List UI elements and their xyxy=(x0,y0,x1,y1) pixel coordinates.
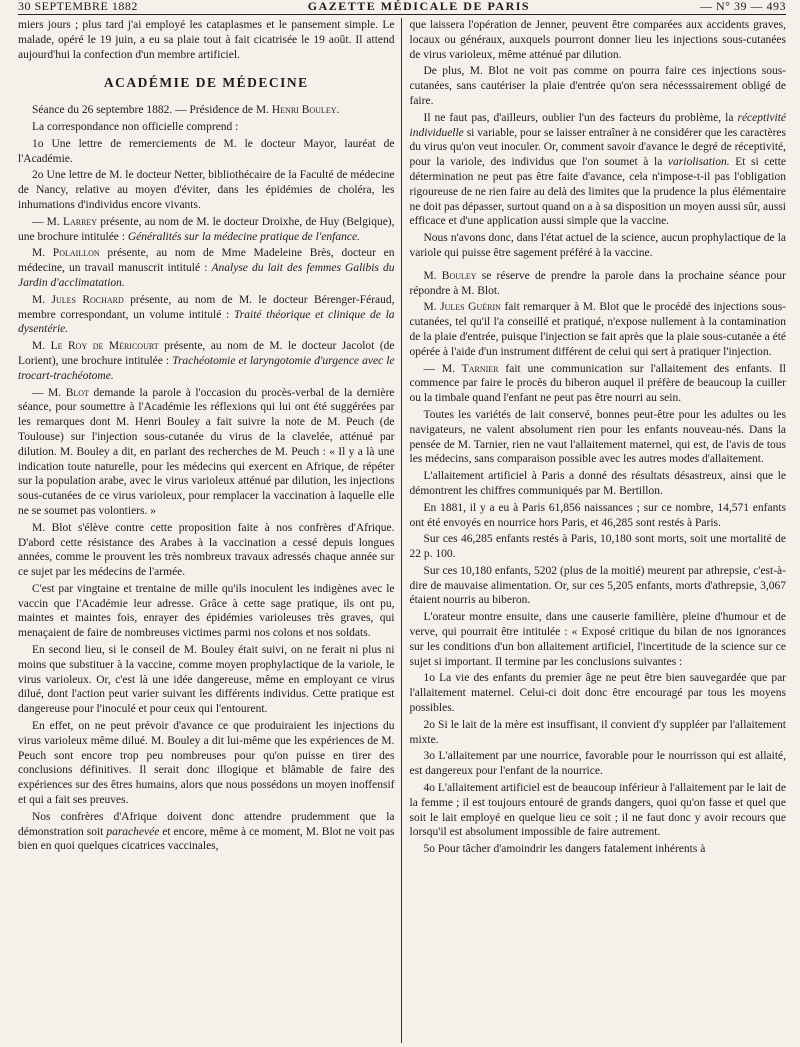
session-line xyxy=(18,103,395,118)
paragraph-blot-6 xyxy=(18,810,395,854)
speaker-polaillon: M. Polaillon xyxy=(32,247,100,260)
paragraph-blot-1 xyxy=(18,386,395,519)
paragraph-guerin xyxy=(410,300,787,359)
conclusion-5: 5o Pour tâcher d'amoindrir les dangers fatalement inhérents à xyxy=(423,843,706,856)
paragraph-r4: Nous n'avons donc, dans l'état actuel de la science, aucun prophylactique de la variole qui puisse être sagement préféré à la vaccine. xyxy=(409,232,786,259)
two-column-body xyxy=(18,18,786,1043)
paragraph-blot-3: C'est par vingtaine et trentaine de mille qu'ils inoculent les indigènes avec le vaccin que l'Académie leur adresse. Grâce à cette sage pratique, ils ont pu, maintes et maintes fois, enrayer des épidémies varioleuses très graves, qui menaçaient de faire de nombreuses victimes parmi nos colons et nos soldats. xyxy=(18,582,395,640)
term-receptivite: réceptivité individuelle xyxy=(409,111,786,139)
brochure-title-larrey: Généralités sur la médecine pratique de l'enfance. xyxy=(127,230,360,243)
paragraph-blot-2: M. Blot s'élève contre cette proposition faite à nos confrères d'Afrique. D'abord cette résistance des Arabes à la vaccination a cessé depuis longues années, comme le prouvent les très nombreux travaux adressés chaque année sur ce sujet par les médecins de l'armée. xyxy=(18,521,395,579)
conclusion-2: 2o Si le lait de la mère est insuffisant, il convient d'y suppléer par l'allaitement mixte. xyxy=(409,718,786,746)
paragraph-r11: Sur ces 46,285 enfants restés à Paris, 10,180 sont morts, soit une mortalité de 22 p. 100. xyxy=(409,533,786,561)
speaker-bouley: M. Bouley xyxy=(423,269,477,282)
correspondence-intro: La correspondance non officielle comprend : xyxy=(32,120,239,133)
paragraph-le-roy xyxy=(18,339,395,383)
brochure-title-le-roy: Trachéotomie et laryngotomie d'urgence avec le trocart-trachéotome. xyxy=(18,354,395,382)
paragraph-tarnier-text: fait une communication sur l'allaitement des enfants. Il commence par faire le procès du biberon auquel il préfère de beaucoup la cuiller ou la timbale quand l'enfant ne peut pas être nourri au sein. xyxy=(409,362,786,405)
correspondence-item-1: 1o Une lettre de remerciements de M. le docteur Mayor, lauréat de l'Académie. xyxy=(18,137,395,165)
conclusion-1: 1o La vie des enfants du premier âge ne peut être bien sauvegardée que par l'allaitement maternel. Celui-ci doit donc être encouragé par tous les moyens possibles. xyxy=(409,672,786,715)
paragraph-larrey xyxy=(18,215,395,245)
page-header xyxy=(18,0,786,15)
paragraph-blot-6-start: Nos confrères d'Afrique doivent donc attendre prudemment que la démonstration soit xyxy=(18,810,395,838)
paragraph-rochard-text: présente, au nom de M. le docteur Bérenger-Féraud, membre correspondant, un volume intitulé : xyxy=(18,293,395,321)
presidency-prefix: — Présidence de M. xyxy=(175,104,269,117)
speaker-le-roy: M. Le Roy de Méricourt xyxy=(32,340,159,353)
header-date: 30 SEPTEMBRE 1882 xyxy=(18,0,138,13)
left-column xyxy=(18,18,401,1043)
volume-title-rochard: Traité théorique et clinique de la dysentérie. xyxy=(18,308,395,336)
paragraph-r2: De plus, M. Blot ne voit pas comme on pourra faire ces injections sous-cutanées, sans cautériser la plaie d'entrée qu'on sera nécesssairement obligé de faire. xyxy=(409,65,786,107)
paragraph-guerin-text: fait remarquer à M. Blot que le procédé des injections sous-cutanées, tel qu'il l'a conseillé et pratiqué, n'expose nullement à la contamination de la plaie d'entrée, puisque l'injection se fait après que la plaie sous-cutanée a été opérée à l'aide d'un instrument différent de celui qui sert à pratiquer l'injection. xyxy=(409,301,786,358)
right-column xyxy=(402,18,787,1043)
paragraph-blot-6-end: et encore, même à ce moment, M. Blot ne voit pas bien en quoi quelques cicatrices vaccinales, xyxy=(18,825,395,853)
paragraph-blot-4: En second lieu, si le conseil de M. Bouley était suivi, on ne ferait ni plus ni moins que substituer à la vaccine, comme moyen prophylactique de la variole, le virus varioleux. Or, c'est là une idée dangereuse, même en employant ce virus dilué, dont l'action peut varier suivant les différents individus. Cette pratique est dangereuse pour l'inoculé et pour ceux qui l'entourent. xyxy=(18,644,395,716)
paragraph-r9: L'allaitement artificiel à Paris a donné des résultats désastreux, ainsi que le démontrent les chiffres communiqués par M. Bertillon. xyxy=(409,470,786,497)
paragraph-blot-6-emphasis: parachevée xyxy=(106,825,160,838)
speaker-larrey: — M. Larrey xyxy=(32,215,98,228)
paragraph-r13: L'orateur montre ensuite, dans une causerie familière, pleine d'humour et de verve, qui pourrait être intitulée : « Exposé critique du bilan de nos ignorances sur les conditions d'un bon allaitement artificiel, l'incertitude de la science sur ce sujet si important. Il termine par les conclusions suivantes : xyxy=(409,611,786,668)
paragraph-le-roy-text: présente, au nom de M. le docteur Jacolot (de Lorient), une brochure intitulée : xyxy=(18,340,395,367)
paragraph-r3-end: Et si cette détermination ne peut pas être faite d'avance, cela n'impose-t-il pas l'obligation rigoureuse de ne rien faire au delà des limites que la prudence la plus élémentaire ne doit pas dépasser, surtout quand on a à sa disposition un moyen aussi sûr, aussi efficace et d'une application aussi simple que la vaccine. xyxy=(409,156,786,228)
journal-title: GAZETTE MÉDICALE DE PARIS xyxy=(307,0,531,13)
work-title-polaillon: Analyse du lait des femmes Galibis du Jardin d'acclimatation. xyxy=(18,262,395,289)
paragraph-larrey-text: présente, au nom de M. le docteur Droixhe, de Huy (Belgique), une brochure intitulée : xyxy=(18,215,395,243)
term-variolisation: variolisation. xyxy=(667,156,730,169)
speaker-guerin: M. Jules Guérin xyxy=(423,301,501,314)
paragraph-r1: que laissera l'opération de Jenner, peuvent être comparées aux accidents graves, locaux ou généraux, auxquels pourront donner lieu les injections sous-cutanées de virus varioleux, même atténué par dilution. xyxy=(409,19,786,61)
speaker-blot: — M. Blot xyxy=(32,386,89,399)
section-title: ACADÉMIE DE MÉDECINE xyxy=(103,75,309,91)
speaker-tarnier: — M. Tarnier xyxy=(423,362,499,375)
conclusion-4: 4o L'allaitement artificiel est de beaucoup inférieur à l'allaitement par le lait de la femme ; il est toujours entouré de grands dangers, quoi qu'on fasse et quel que soit le lait employé en quelque lieu ce soit ; il ne faut donc y avoir recours que lorsqu'il est absolument impossible de faire autrement. xyxy=(409,782,786,839)
speaker-rochard: M. Jules Rochard xyxy=(32,293,124,306)
paragraph-r3 xyxy=(410,111,787,229)
paragraph-r12: Sur ces 10,180 enfants, 5202 (plus de la moitié) meurent par athrepsie, c'est-à-dire de mauvaise alimentation. Or, sur ces 5,205 enfants, morts d'athrepsie, 3,067 étaient nourris au biberon. xyxy=(409,564,786,607)
paragraph-polaillon xyxy=(18,246,395,290)
conclusion-3: 3o L'allaitement par une nourrice, favorable pour le nourrisson qui est allaité, est dangereux pour l'enfant de la nourrice. xyxy=(409,750,786,778)
paragraph-r8: Toutes les variétés de lait conservé, bonnes peut-être pour les adultes ou les navigateurs, ne valent absolument rien pour les enfants nouveau-nés. Dans la pensée de M. Tarnier, rien ne vaut l'allaitement maternel, qui est, de l'avis de tous les médecins, sans comparaison possible avec les autres modes d'allaitement. xyxy=(409,408,786,466)
paragraph-rochard xyxy=(18,293,395,337)
session-date: Séance du 26 septembre 1882. xyxy=(32,104,173,117)
paragraph-bouley-text: se réserve de prendre la parole dans la prochaine séance pour répondre à M. Blot. xyxy=(409,269,786,297)
paragraph-r10: En 1881, il y a eu à Paris 61,856 naissances ; sur ce nombre, 14,571 enfants ont été envoyés en nourrice hors Paris, et 46,285 sont restés à Paris. xyxy=(409,501,786,529)
correspondence-item-2: 2o Une lettre de M. le docteur Netter, bibliothécaire de la Faculté de médecine de Nancy, relative au moyen d'éviter, dans les épidémies de choléra, les inhumations d'individus encore vivants. xyxy=(18,169,395,211)
paragraph-blot-5: En effet, on ne peut prévoir d'avance ce que produiraient les injections du virus varioleux même dilué. M. Bouley a dit lui-même que les expériences de M. Peuch sont encore trop peu nombreuses pour qu'on puisse en tirer des conclusions définitives. Il serait donc illogique et blâmable de faire des expériences sur des êtres humains, alors que nous possédons un moyen inoffensif et qui a fait ses preuves. xyxy=(18,720,395,807)
paragraph-r3-middle: si variable, pour se laisser entraîner à ne considérer que les caractères du virus qu'on veut inoculer. Or, comment savoir d'avance le degré de réceptivité, pour la variole, des individus que l'on soumet à la xyxy=(409,126,786,169)
president-name: Henri Bouley. xyxy=(271,104,340,117)
paragraph-r3-start: Il ne faut pas, d'ailleurs, oublier l'un des facteurs du problème, la xyxy=(423,111,734,124)
issue-page-number: — N° 39 — 493 xyxy=(700,0,786,13)
intro-paragraph: miers jours ; plus tard j'ai employé les cataplasmes et le pansement simple. Le malade, opéré le 19 juin, a eu sa plaie tout à fait cicatrisée le 19 août. Il attend aujourd'hui la confection d'un membre artificiel. xyxy=(18,19,395,61)
paragraph-bouley xyxy=(410,269,787,299)
paragraph-tarnier xyxy=(410,362,787,406)
paragraph-blot-1-text: demande la parole à l'occasion du procès-verbal de la dernière séance, pour soumettre à l'Académie les réflexions qui lui ont été suggérées par les remarques dont M. Henri Bouley a fait suivre la note de M. Peuch (de Toulouse) sur l'injection sous-cutanée du virus de la clavelée, atténué par dilution. M. Bouley a dit, en parlant des recherches de M. Peuch : « Il y a là une indication toute naturelle, pour les médecins qui exercent en Afrique, de répéter sur la population arabe, avec le virus varioleux atténué par dilution, les injections sous-cutanées de ce virus varioleux, pour remplacer la vaccination à laquelle elle ne se soumet pas volontiers. » xyxy=(18,386,395,517)
paragraph-polaillon-text: présente, au nom de Mme Madeleine Brès, docteur en médecine, un travail manuscrit intitulé : xyxy=(18,247,395,275)
